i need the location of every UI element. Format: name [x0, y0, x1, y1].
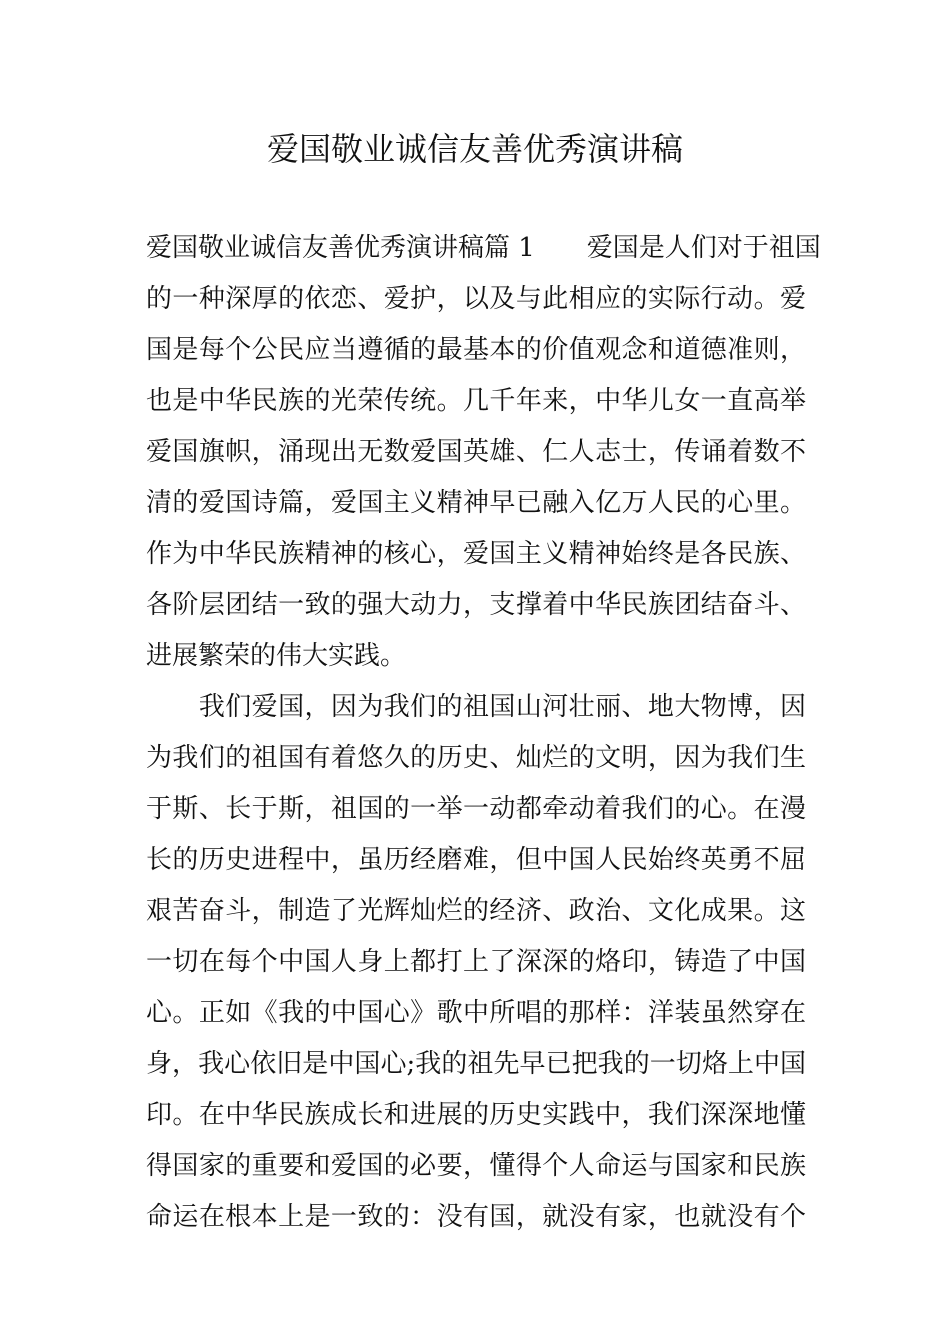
document-title: 爱国敬业诚信友善优秀演讲稿 [266, 130, 683, 168]
text-line: 于斯、长于斯，祖国的一举一动都牵动着我们的心。在漫 [146, 794, 806, 824]
text-line: 心。正如《我的中国心》歌中所唱的那样：洋装虽然穿在 [146, 998, 806, 1028]
text-line: 得国家的重要和爱国的必要，懂得个人命运与国家和民族 [146, 1151, 806, 1181]
text-line: 我们爱国，因为我们的祖国山河壮丽、地大物博，因 [146, 692, 806, 722]
text-line: 爱国旗帜，涌现出无数爱国英雄、仁人志士，传诵着数不 [146, 437, 806, 467]
text-line: 艰苦奋斗，制造了光辉灿烂的经济、政治、文化成果。这 [146, 896, 806, 926]
text-line: 印。在中华民族成长和进展的历史实践中，我们深深地懂 [146, 1100, 806, 1130]
document-body [146, 223, 821, 1243]
text-line: 国是每个公民应当遵循的最基本的价值观念和道德准则， [146, 335, 806, 365]
text-line: 命运在根本上是一致的：没有国，就没有家，也就没有个 [146, 1202, 806, 1232]
text-line: 长的历史进程中，虽历经磨难，但中国人民始终英勇不屈 [146, 845, 806, 875]
text-line: 为我们的祖国有着悠久的历史、灿烂的文明，因为我们生 [146, 743, 806, 773]
text-line: 也是中华民族的光荣传统。几千年来，中华儿女一直高举 [146, 386, 806, 416]
text-line: 身，我心依旧是中国心;我的祖先早已把我的一切烙上中国 [146, 1049, 806, 1079]
text-line: 作为中华民族精神的核心，爱国主义精神始终是各民族、 [146, 539, 806, 569]
text-line: 进展繁荣的伟大实践。 [146, 641, 407, 671]
text-line: 爱国敬业诚信友善优秀演讲稿篇 1 爱国是人们对于祖国 [146, 233, 821, 263]
text-line: 的一种深厚的依恋、爱护，以及与此相应的实际行动。爱 [146, 284, 806, 314]
text-line: 各阶层团结一致的强大动力，支撑着中华民族团结奋斗、 [146, 590, 806, 620]
text-line: 清的爱国诗篇，爱国主义精神早已融入亿万人民的心里。 [146, 488, 806, 518]
text-line: 一切在每个中国人身上都打上了深深的烙印，铸造了中国 [146, 947, 806, 977]
